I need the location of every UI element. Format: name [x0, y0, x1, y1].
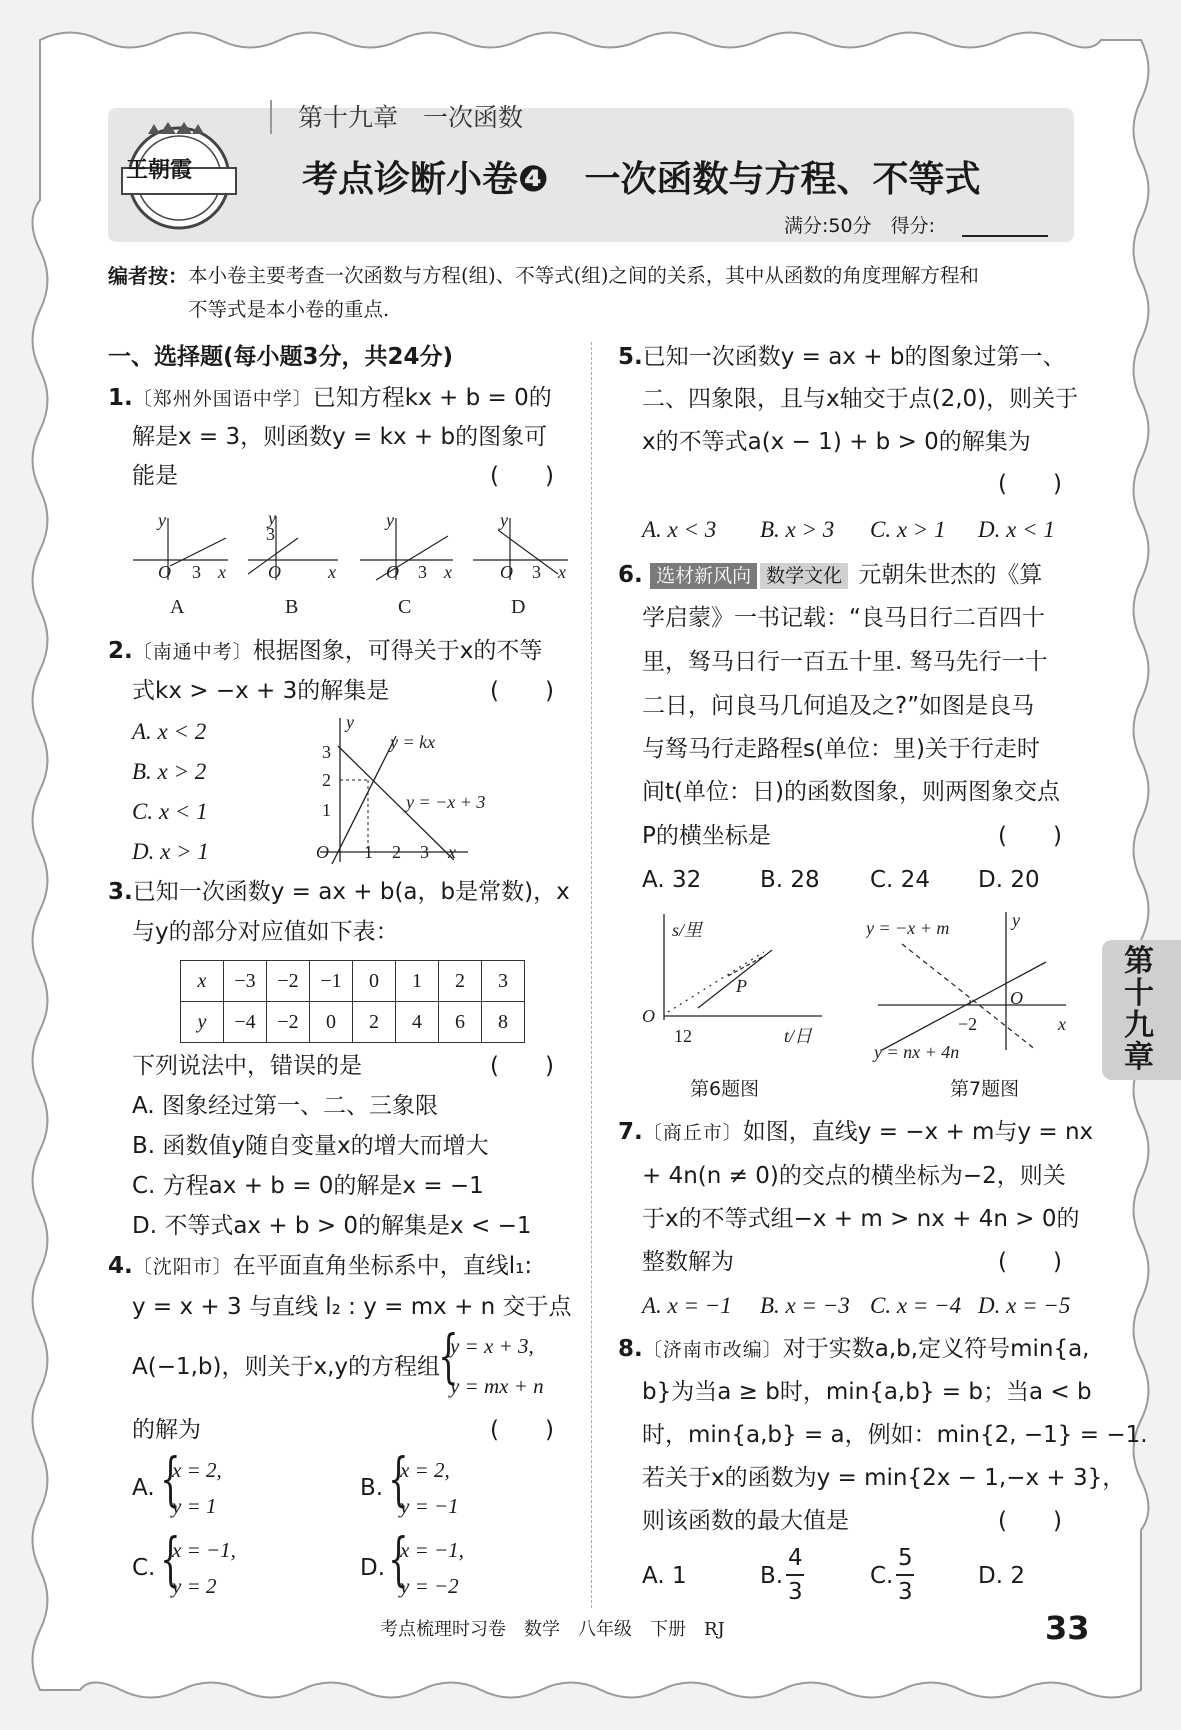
svg-text:O: O — [268, 562, 281, 582]
q5-line2: 二、四象限，且与x轴交于点(2,0)，则关于 — [642, 386, 1079, 412]
q2-graph-ylabel: y — [346, 712, 354, 732]
q7-graph-origin: O — [1010, 988, 1023, 1008]
q3-option-c[interactable]: C. 方程ax + b = 0的解是x = −1 — [132, 1173, 484, 1199]
q8-option-b-numerator[interactable]: 4 — [788, 1545, 803, 1571]
q4-option-d-brace: { — [388, 1525, 409, 1593]
q3-table-cell: 4 — [396, 1002, 439, 1043]
q6-tag-math-culture: 数学文化 — [760, 563, 848, 589]
q7-graph-ylabel: y — [1012, 910, 1020, 930]
editor-note-line1: 本小卷主要考查一次函数与方程(组)、不等式(组)之间的关系，其中从函数的角度理解方程和 — [188, 264, 979, 287]
q4-option-a-eq1[interactable]: x = 2, — [172, 1458, 222, 1482]
q2-graph-ytick-3: 3 — [322, 742, 331, 762]
q7-option-c[interactable]: C. x = −4 — [870, 1293, 962, 1318]
q5-number: 5. — [618, 344, 643, 370]
q7-line2: + 4n(n ≠ 0)的交点的横坐标为−2，则关 — [642, 1163, 1066, 1189]
q5-line1: 已知一次函数y = ax + b的图象过第一、 — [642, 344, 1066, 370]
q4-option-c-eq1[interactable]: x = −1, — [172, 1538, 236, 1562]
q4-option-b-eq1[interactable]: x = 2, — [400, 1458, 450, 1482]
q7-graph — [866, 910, 1076, 1062]
svg-text:O: O — [386, 562, 399, 582]
q7-line4: 整数解为 — [642, 1249, 734, 1275]
q4-source: 〔沈阳市〕 — [132, 1256, 233, 1278]
q4-option-c-brace: { — [160, 1525, 181, 1593]
q1-graph-label-d: D — [511, 596, 526, 618]
q4-line3: A(−1,b)，则关于x,y的方程组 — [132, 1354, 441, 1380]
q4-option-d-label[interactable]: D. — [360, 1555, 386, 1581]
q2-line1: 根据图象，可得关于x的不等 — [252, 638, 543, 664]
q1-line2: 解是x = 3，则函数y = kx + b的图象可 — [132, 424, 548, 450]
q4-answer-paren[interactable]: ( ) — [490, 1417, 554, 1443]
score-label: 满分:50分 得分: — [784, 215, 935, 237]
q8-option-c-fraction-bar — [896, 1574, 914, 1576]
q8-source: 〔济南市改编〕 — [642, 1339, 783, 1361]
chapter-side-tab — [1102, 940, 1181, 1080]
q1-question — [108, 384, 552, 413]
q4-question — [108, 1252, 532, 1281]
q8-option-d[interactable]: D. 2 — [978, 1563, 1025, 1589]
q1-line1: 已知方程kx + b = 0的 — [312, 385, 552, 411]
svg-text:3: 3 — [266, 524, 275, 544]
q3-table-cell: 2 — [439, 961, 482, 1002]
q2-graph-origin: O — [316, 842, 329, 862]
q3-table-cell: 1 — [396, 961, 439, 1002]
side-tab-char: 第 — [1124, 944, 1154, 979]
q3-table-row-x — [181, 961, 525, 1002]
q7-number: 7. — [618, 1119, 643, 1145]
section-title: 一、选择题(每小题3分，共24分) — [108, 344, 454, 370]
q7-line1: 如图，直线y = −x + m与y = nx — [742, 1119, 1094, 1145]
q3-table-cell: 3 — [482, 961, 525, 1002]
q5-option-c[interactable]: C. x > 1 — [870, 517, 946, 542]
q3-table-cell: y — [181, 1002, 224, 1043]
q3-option-d[interactable]: D. 不等式ax + b > 0的解集是x < −1 — [132, 1213, 532, 1239]
q1-answer-paren[interactable]: ( ) — [490, 463, 554, 489]
paper-title: 考点诊断小卷❹ 一次函数与方程、不等式 — [302, 159, 981, 200]
q6-graph-ylabel: s/里 — [672, 920, 703, 940]
q3-table-cell: 2 — [353, 1002, 396, 1043]
logo-text: 王朝霞 — [126, 157, 193, 183]
q5-question — [618, 343, 1065, 371]
q6-tag-new-trend: 选材新风向 — [650, 563, 757, 589]
q3-question — [108, 878, 570, 906]
q8-line5: 则该函数的最大值是 — [642, 1508, 849, 1534]
q8-option-c-label[interactable]: C. — [870, 1563, 894, 1589]
q4-option-b-eq2[interactable]: y = −1 — [400, 1494, 459, 1518]
q2-graph-xtick-1: 1 — [364, 842, 373, 862]
q1-graph-label-a: A — [170, 596, 185, 618]
q2-graph-line1-label: y = kx — [390, 732, 436, 752]
q5-answer-paren[interactable]: ( ) — [998, 471, 1062, 497]
q3-line1: 已知一次函数y = ax + b(a，b是常数)，x — [132, 879, 570, 905]
footer-text: 考点梳理时习卷 数学 八年级 下册 RJ — [380, 1619, 725, 1640]
q4-option-a-label[interactable]: A. — [132, 1475, 155, 1501]
q3-table-cell: −2 — [267, 961, 310, 1002]
q7-question — [618, 1118, 1093, 1147]
svg-text:x: x — [328, 562, 336, 582]
q1-line3: 能是 — [132, 463, 178, 489]
q6-answer-paren[interactable]: ( ) — [998, 823, 1062, 849]
side-tab-char: 十 — [1124, 976, 1154, 1011]
q6-line1: 元朝朱世杰的《算 — [858, 562, 1043, 588]
q4-option-b-brace: { — [388, 1445, 409, 1513]
q6-graph-point: P — [736, 976, 747, 996]
q2-option-c[interactable]: C. x < 1 — [132, 799, 208, 824]
chapter-divider — [270, 100, 272, 134]
q8-option-b-label[interactable]: B. — [760, 1563, 784, 1589]
column-divider — [591, 342, 592, 1608]
svg-text:x: x — [218, 562, 226, 582]
q6-caption: 第6题图 — [690, 1078, 760, 1100]
q4-system-eq2: y = mx + n — [450, 1374, 544, 1398]
q4-option-a-brace: { — [160, 1445, 181, 1513]
svg-text:3: 3 — [532, 562, 541, 582]
q2-option-a[interactable]: A. x < 2 — [132, 719, 207, 744]
svg-text:3: 3 — [418, 562, 427, 582]
q8-question — [618, 1335, 1090, 1364]
q3-table-row-y — [181, 1002, 525, 1043]
q5-line3: x的不等式a(x − 1) + b > 0的解集为 — [642, 429, 1031, 455]
q2-graph-xtick-3: 3 — [420, 842, 429, 862]
q1-graph-label-b: B — [285, 596, 299, 618]
q6-line3: 里，驽马日行一百五十里. 驽马先行一十 — [642, 649, 1048, 675]
side-tab-char: 九 — [1124, 1008, 1154, 1043]
svg-text:x: x — [558, 562, 566, 582]
q8-number: 8. — [618, 1336, 643, 1362]
svg-text:y: y — [500, 510, 508, 530]
q2-source: 〔南通中考〕 — [132, 641, 253, 663]
q3-table-cell: −4 — [224, 1002, 267, 1043]
q3-table-cell: −1 — [310, 961, 353, 1002]
q5-option-a[interactable]: A. x < 3 — [642, 517, 717, 542]
q8-line1: 对于实数a,b,定义符号min{a, — [782, 1336, 1090, 1362]
q8-answer-paren[interactable]: ( ) — [998, 1508, 1062, 1534]
q3-option-b[interactable]: B. 函数值y随自变量x的增大而增大 — [132, 1133, 489, 1159]
editor-note-label: 编者按： — [108, 264, 188, 288]
q3-table-cell: 0 — [353, 961, 396, 1002]
q6-graph-xlabel: t/日 — [784, 1026, 813, 1046]
q8-option-a[interactable]: A. 1 — [642, 1563, 687, 1589]
q4-line1: 在平面直角坐标系中，直线l₁: — [232, 1253, 533, 1279]
q6-line2: 学启蒙》一书记载：“良马日行二百四十 — [642, 605, 1045, 631]
q7-graph-xlabel: x — [1058, 1014, 1066, 1034]
q4-option-c-eq2[interactable]: y = 2 — [172, 1574, 217, 1598]
q3-table-cell: −3 — [224, 961, 267, 1002]
q4-line2: y = x + 3 与直线 l₂ : y = mx + n 交于点 — [132, 1294, 572, 1320]
q8-option-c-numerator[interactable]: 5 — [898, 1545, 913, 1571]
svg-text:y: y — [268, 508, 276, 528]
svg-text:y: y — [386, 510, 394, 530]
svg-text:y: y — [158, 510, 166, 530]
q3-table-cell: 0 — [310, 1002, 353, 1043]
q3-option-a[interactable]: A. 图象经过第一、二、三象限 — [132, 1093, 438, 1119]
q4-option-d-eq2[interactable]: y = −2 — [400, 1574, 459, 1598]
q5-option-d[interactable]: D. x < 1 — [978, 517, 1055, 542]
q3-table-cell: 6 — [439, 1002, 482, 1043]
q2-answer-paren[interactable]: ( ) — [490, 678, 554, 704]
svg-text:O: O — [158, 562, 171, 582]
q2-graph-ytick-1: 1 — [322, 800, 331, 820]
q8-line2: b}为当a ≥ b时，min{a,b} = b；当a < b — [642, 1379, 1092, 1405]
q3-line3: 下列说法中，错误的是 — [132, 1053, 362, 1079]
score-blank — [962, 235, 1048, 237]
q1-source: 〔郑州外国语中学〕 — [132, 388, 313, 410]
q6-option-b[interactable]: B. 28 — [760, 867, 820, 893]
q1-graph-label-c: C — [398, 596, 412, 618]
q7-answer-paren[interactable]: ( ) — [998, 1249, 1062, 1275]
q7-graph-line1-label: y = −x + m — [866, 918, 950, 938]
q1-graphs — [128, 508, 580, 618]
q4-option-a-eq2[interactable]: y = 1 — [172, 1494, 217, 1518]
svg-text:O: O — [500, 562, 513, 582]
q1-number: 1. — [108, 385, 133, 411]
q3-line2: 与y的部分对应值如下表： — [132, 919, 399, 945]
q7-option-d[interactable]: D. x = −5 — [978, 1293, 1071, 1318]
q4-system-eq1: y = x + 3, — [450, 1334, 534, 1358]
q2-graph-xlabel: x — [448, 842, 456, 862]
q4-system-brace: { — [438, 1322, 459, 1390]
q3-table-cell: 8 — [482, 1002, 525, 1043]
q6-option-a[interactable]: A. 32 — [642, 867, 702, 893]
q8-option-b-fraction-bar — [786, 1574, 804, 1576]
q6-line6: 间t(单位：日)的函数图象，则两图象交点 — [642, 779, 1060, 805]
q2-graph-ytick-2: 2 — [322, 770, 331, 790]
q2-graph — [308, 712, 488, 864]
q4-option-c-label[interactable]: C. — [132, 1555, 156, 1581]
q2-question — [108, 637, 542, 666]
q3-number: 3. — [108, 879, 133, 905]
q5-option-b[interactable]: B. x > 3 — [760, 517, 835, 542]
svg-text:x: x — [444, 562, 452, 582]
page-number: 33 — [1045, 1609, 1090, 1647]
q2-line2: 式kx > −x + 3的解集是 — [132, 678, 390, 704]
editor-note-line2: 不等式是本小卷的重点. — [188, 298, 390, 321]
q8-line4: 若关于x的函数为y = min{2x − 1,−x + 3}， — [642, 1465, 1126, 1491]
q3-table-cell: x — [181, 961, 224, 1002]
q8-option-c-denominator[interactable]: 3 — [898, 1579, 913, 1605]
q4-number: 4. — [108, 1253, 133, 1279]
q2-option-b[interactable]: B. x > 2 — [132, 759, 207, 784]
q6-graph — [640, 908, 830, 1048]
q7-line3: 于x的不等式组−x + m > nx + 4n > 0的 — [642, 1206, 1080, 1232]
q6-line5: 与驽马行走路程s(单位：里)关于行走时 — [642, 736, 1040, 762]
q4-line4: 的解为 — [132, 1417, 201, 1443]
q6-line7: P的横坐标是 — [642, 823, 771, 849]
q7-option-b[interactable]: B. x = −3 — [760, 1293, 850, 1318]
q6-option-c[interactable]: C. 24 — [870, 867, 930, 893]
q6-graph-origin: O — [642, 1006, 655, 1026]
side-tab-char: 章 — [1124, 1040, 1154, 1075]
q2-number: 2. — [108, 638, 133, 664]
q6-number: 6. — [618, 562, 643, 588]
q7-source: 〔商丘市〕 — [642, 1122, 743, 1144]
q6-option-d[interactable]: D. 20 — [978, 867, 1040, 893]
q3-table-cell: −2 — [267, 1002, 310, 1043]
chapter-title: 第十九章 一次函数 — [298, 103, 524, 132]
q6-question — [618, 561, 1042, 589]
q8-line3: 时，min{a,b} = a，例如：min{2, −1} = −1. — [642, 1422, 1148, 1448]
q6-line4: 二日，问良马几何追及之?”如图是良马 — [642, 693, 1035, 719]
q7-graph-line2-label: y = nx + 4n — [874, 1042, 960, 1062]
q2-graph-line2-label: y = −x + 3 — [406, 792, 486, 812]
q4-option-b-label[interactable]: B. — [360, 1475, 384, 1501]
q3-table — [180, 960, 525, 1043]
q3-answer-paren[interactable]: ( ) — [490, 1053, 554, 1079]
q8-option-b-denominator[interactable]: 3 — [788, 1579, 803, 1605]
q2-graph-xtick-2: 2 — [392, 842, 401, 862]
q7-graph-tick: −2 — [958, 1014, 978, 1034]
q2-option-d[interactable]: D. x > 1 — [132, 839, 209, 864]
q7-caption: 第7题图 — [950, 1078, 1020, 1100]
q6-graph-tick: 12 — [674, 1026, 692, 1046]
q4-option-d-eq1[interactable]: x = −1, — [400, 1538, 464, 1562]
svg-text:3: 3 — [192, 562, 201, 582]
q7-option-a[interactable]: A. x = −1 — [642, 1293, 732, 1318]
